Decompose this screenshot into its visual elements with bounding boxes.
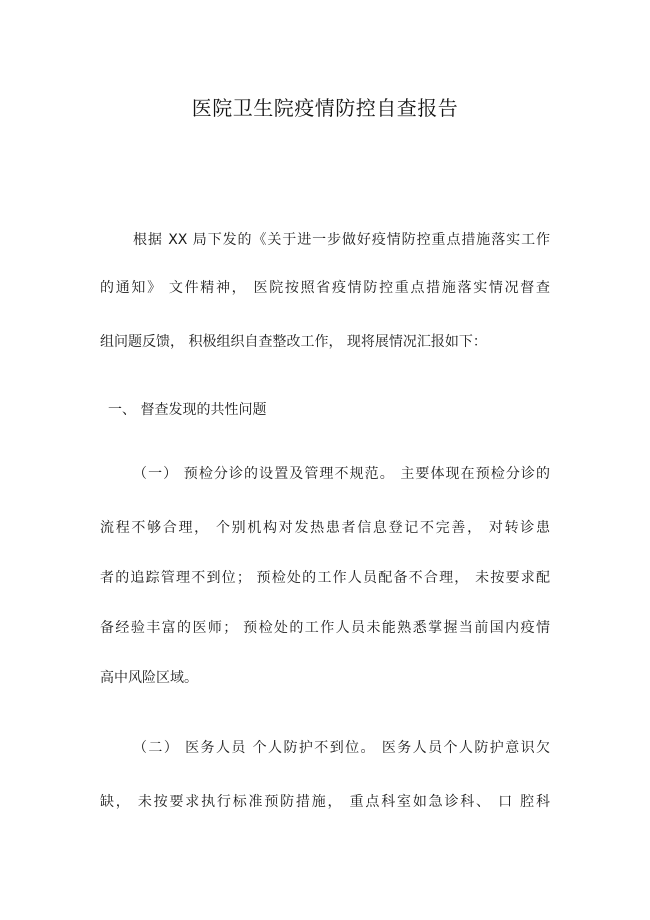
paragraph-3-line-3: 者的追踪管理不到位； 预检处的工作人员配备不合理， 未按要求配	[100, 570, 550, 586]
paragraph-1-line-2: 的通知》 文件精神， 医院按照省疫情防控重点措施落实情况督查	[100, 280, 550, 296]
paragraph-3-line-5: 高中风险区域。	[100, 670, 198, 686]
paragraph-4-line-2: 缺， 未按要求执行标准预防措施， 重点科室如急诊科、 口 腔科	[100, 794, 550, 810]
paragraph-3-line-1: （一） 预检分诊的设置及管理不规范。 主要体现在预检分诊的	[133, 466, 550, 482]
paragraph-1-line-1: 根据 XX 局下发的《关于进一步做好疫情防控重点措施落实工作	[133, 232, 550, 248]
document-title: 医院卫生院疫情防控自查报告	[191, 96, 459, 120]
paragraph-3-line-4: 备经验丰富的医师； 预检处的工作人员未能熟悉掌握当前国内疫情	[100, 620, 550, 636]
section-heading-1: 一、 督查发现的共性问题	[108, 402, 267, 418]
paragraph-4-line-1: （二） 医务人员 个人防护不到位。 医务人员个人防护意识欠	[133, 740, 550, 756]
paragraph-1-line-3: 组问题反馈， 积极组织自查整改工作， 现将展情况汇报如下：	[100, 334, 487, 350]
paragraph-3-line-2: 流程不够合理， 个别机构对发热患者信息登记不完善， 对转诊患	[100, 520, 550, 536]
